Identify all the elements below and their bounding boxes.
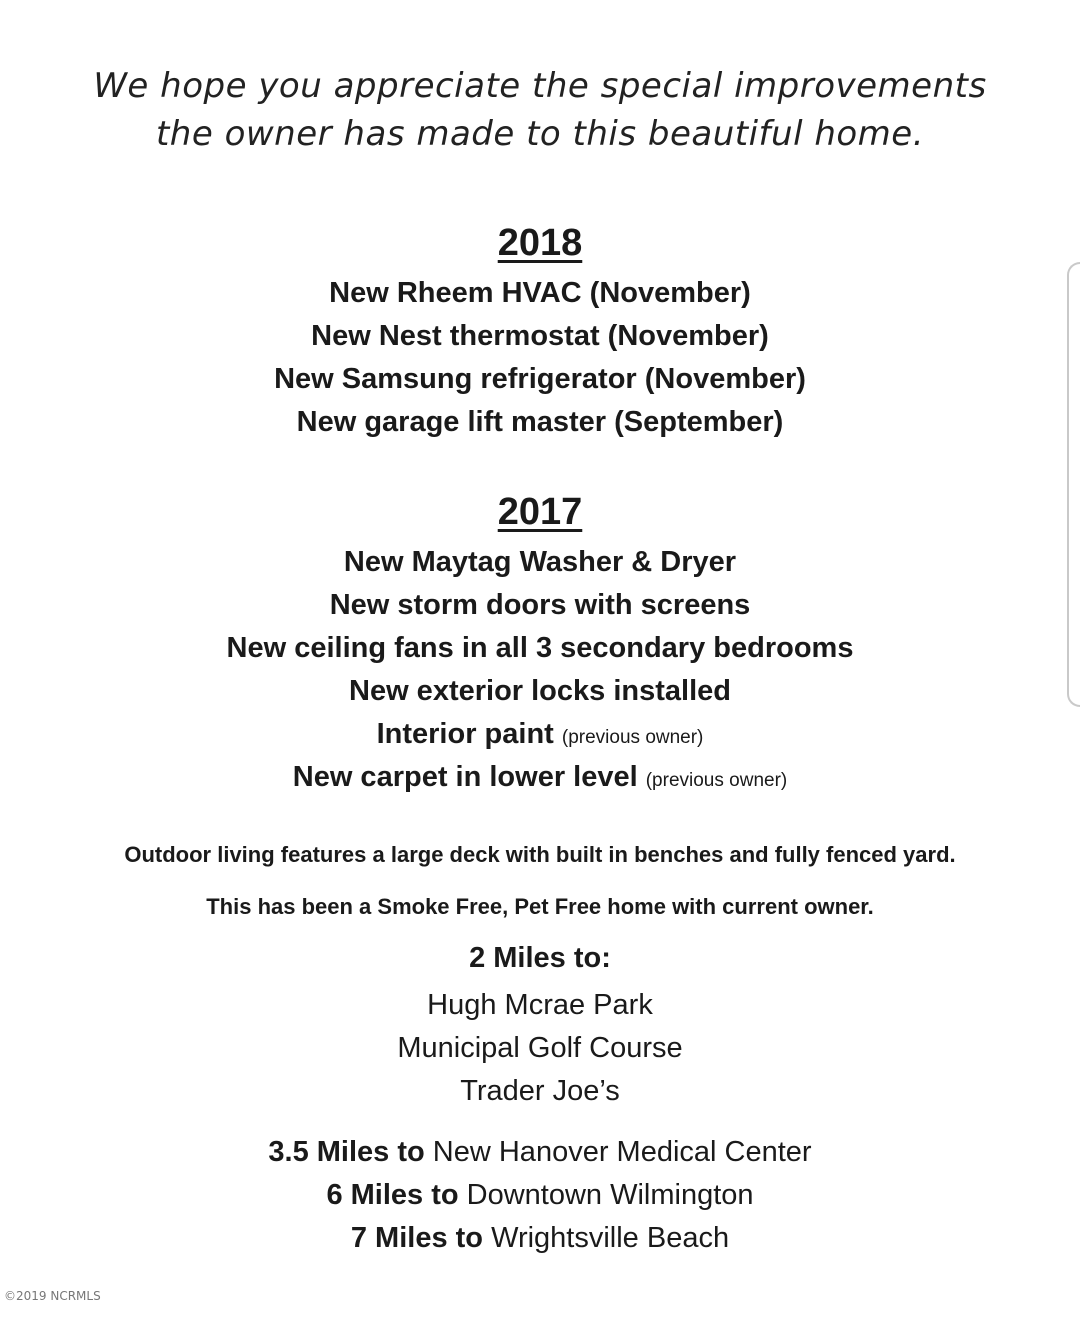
distance-beach xyxy=(0,1217,1080,1260)
distance-medical-center-place: New Hanover Medical Center xyxy=(432,1136,812,1168)
item-2017-storm-doors: New storm doors with screens xyxy=(329,589,751,621)
distance-beach-miles: 7 Miles to xyxy=(350,1222,484,1254)
smoke-free-text: This has been a Smoke Free, Pet Free home with current owner. xyxy=(206,894,874,919)
copyright-watermark: ©2019 NCRMLS xyxy=(4,1289,101,1303)
interior-paint-label: Interior paint xyxy=(376,718,554,750)
scroll-edge-indicator[interactable] xyxy=(1067,262,1080,707)
item-2017-exterior-locks: New exterior locks installed xyxy=(349,675,731,707)
item-2017-ceiling-fans: New ceiling fans in all 3 secondary bedrooms xyxy=(226,632,854,664)
distance-downtown xyxy=(0,1174,1080,1217)
carpet-label: New carpet in lower level xyxy=(292,761,638,793)
item-2018-thermostat: New Nest thermostat (November) xyxy=(311,320,769,352)
place-municipal-golf-course: Municipal Golf Course xyxy=(397,1032,683,1064)
year-2018-heading: 2018 xyxy=(497,222,583,264)
item-2018-garage-lift: New garage lift master (September) xyxy=(296,406,784,438)
item-2017-interior-paint xyxy=(0,713,1080,759)
carpet-note: (previous owner) xyxy=(645,770,788,791)
item-2018-hvac: New Rheem HVAC (November) xyxy=(329,277,751,309)
distance-medical-center xyxy=(0,1131,1080,1174)
item-2017-washer-dryer: New Maytag Washer & Dryer xyxy=(343,546,737,578)
distance-beach-place: Wrightsville Beach xyxy=(491,1222,730,1254)
item-2017-carpet xyxy=(0,756,1080,802)
item-2018-refrigerator: New Samsung refrigerator (November) xyxy=(274,363,806,395)
outdoor-living-text: Outdoor living features a large deck with built in benches and fully fenced yard. xyxy=(124,842,956,867)
intro-line-1: We hope you appreciate the special improvements xyxy=(93,66,987,106)
place-hugh-mcrae-park: Hugh Mcrae Park xyxy=(427,989,653,1021)
distance-downtown-place: Downtown Wilmington xyxy=(466,1179,754,1211)
place-trader-joes: Trader Joe’s xyxy=(460,1075,620,1107)
intro-line-2: the owner has made to this beautiful home. xyxy=(155,114,925,154)
two-miles-heading: 2 Miles to: xyxy=(469,942,611,974)
interior-paint-note: (previous owner) xyxy=(561,727,704,748)
distance-downtown-miles: 6 Miles to xyxy=(326,1179,459,1211)
year-2017-heading: 2017 xyxy=(497,491,583,533)
distance-medical-center-miles: 3.5 Miles to xyxy=(268,1136,425,1168)
